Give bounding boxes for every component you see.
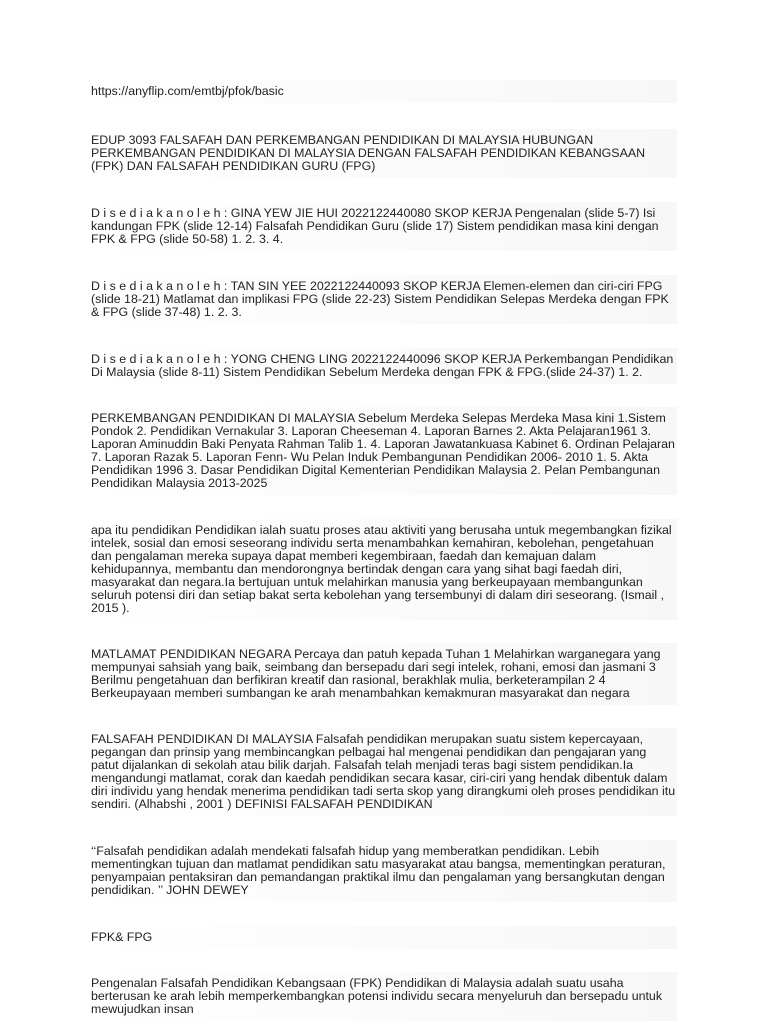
- fpk-fpg-heading: FPK& FPG: [91, 926, 677, 949]
- prepared-by-yong-paragraph: D i s e d i a k a n o l e h : YONG CHENG LING 2022122440096 SKOP KERJA Perkembangan Pendidikan Di Malaysia (slide 8-11) Sistem Pendidikan Sebelum Merdeka dengan FPK & FPG.(slide 24-37) 1. 2.: [91, 348, 677, 384]
- document-page: [91, 80, 677, 1021]
- education-philosophy-paragraph: FALSAFAH PENDIDIKAN DI MALAYSIA Falsafah pendidikan merupakan suatu sistem kepercayaan, pegangan dan prinsip yang membincangkan pelbagai hal mengenai pendidikan dan pengajaran yang patut dijalankan di sekolah atau bilik darjah. Falsafah telah menjadi teras bagi sistem pendidikan.Ia mengandungi matlamat, corak dan kaedah pendidikan secara kasar, ciri-ciri yang hendak dibentuk dalam diri individu yang hendak menerima pendidikan tadi serta skop yang dirangkumi oleh proses pendidikan itu sendiri. (Alhabshi , 2001 ) DEFINISI FALSAFAH PENDIDIKAN: [91, 728, 677, 816]
- fpk-introduction-paragraph: Pengenalan Falsafah Pendidikan Kebangsaan (FPK) Pendidikan di Malaysia adalah suatu usaha berterusan ke arah lebih memperkembangkan potensi individu secara menyeluruh dan bersepadu untuk mewujudkan insan: [91, 972, 677, 1021]
- source-url[interactable]: https://anyflip.com/emtbj/pfok/basic: [91, 80, 677, 103]
- what-is-education-paragraph: apa itu pendidikan Pendidikan ialah suatu proses atau aktiviti yang berusaha untuk megembangkan fizikal intelek, sosial dan emosi seseorang individu serta menambahkan kemahiran, kebolehan, pengetahuan dan pengalaman mereka supaya dapat memberi kegembiraan, faedah dan kemajuan dalam kehidupannya, membantu dan mendorongnya bertindak dengan cara yang sihat bagi faedah diri, masyarakat dan negara.Ia bertujuan untuk melahirkan manusia yang berkeupayaan membangunkan seluruh potensi diri dan setiap bakat serta kebolehan yang tersembunyi di dalam diri seseorang. (Ismail , 2015 ).: [91, 519, 677, 620]
- dewey-quote-paragraph: ‘‘Falsafah pendidikan adalah mendekati falsafah hidup yang memberatkan pendidikan. Lebih mementingkan tujuan dan matlamat pendidikan satu masyarakat atau bangsa, mementingkan peraturan, penyampaian pentaksiran dan pemandangan praktikal ilmu dan pengalaman yang bersangkutan dengan pendidikan. ’’ JOHN DEWEY: [91, 840, 677, 902]
- national-education-goals-paragraph: MATLAMAT PENDIDIKAN NEGARA Percaya dan patuh kepada Tuhan 1 Melahirkan warganegara yang mempunyai sahsiah yang baik, seimbang dan bersepadu dari segi intelek, rohani, emosi dan jasmani 3 Berilmu pengetahuan dan berfikiran kreatif dan rasional, berakhlak mulia, berketerampilan 2 4 Berkeupayaan memberi sumbangan ke arah menambahkan kemakmuran masyarakat dan negara: [91, 643, 677, 705]
- prepared-by-tan-paragraph: D i s e d i a k a n o l e h : TAN SIN YEE 2022122440093 SKOP KERJA Elemen-elemen dan ciri-ciri FPG (slide 18-21) Matlamat dan implikasi FPG (slide 22-23) Sistem Pendidikan Selepas Merdeka dengan FPK & FPG (slide 37-48) 1. 2. 3.: [91, 275, 677, 324]
- education-development-paragraph: PERKEMBANGAN PENDIDIKAN DI MALAYSIA Sebelum Merdeka Selepas Merdeka Masa kini 1.Sistem Pondok 2. Pendidikan Vernakular 3. Laporan Cheeseman 4. Laporan Barnes 2. Akta Pelajaran1961 3. Laporan Aminuddin Baki Penyata Rahman Talib 1. 4. Laporan Jawatankuasa Kabinet 6. Ordinan Pelajaran 7. Laporan Razak 5. Laporan Fenn- Wu Pelan Induk Pembangunan Pendidikan 2006- 2010 1. 5. Akta Pendidikan 1996 3. Dasar Pendidikan Digital Kementerian Pendidikan Malaysia 2. Pelan Pembangunan Pendidikan Malaysia 2013-2025: [91, 407, 677, 495]
- document-title-paragraph: EDUP 3093 FALSAFAH DAN PERKEMBANGAN PENDIDIKAN DI MALAYSIA HUBUNGAN PERKEMBANGAN PENDIDIKAN DI MALAYSIA DENGAN FALSAFAH PENDIDIKAN KEBANGSAAN (FPK) DAN FALSAFAH PENDIDIKAN GURU (FPG): [91, 129, 677, 178]
- prepared-by-gina-paragraph: D i s e d i a k a n o l e h : GINA YEW JIE HUI 2022122440080 SKOP KERJA Pengenalan (slide 5-7) Isi kandungan FPK (slide 12-14) Falsafah Pendidikan Guru (slide 17) Sistem pendidikan masa kini dengan FPK & FPG (slide 50-58) 1. 2. 3. 4.: [91, 202, 677, 251]
